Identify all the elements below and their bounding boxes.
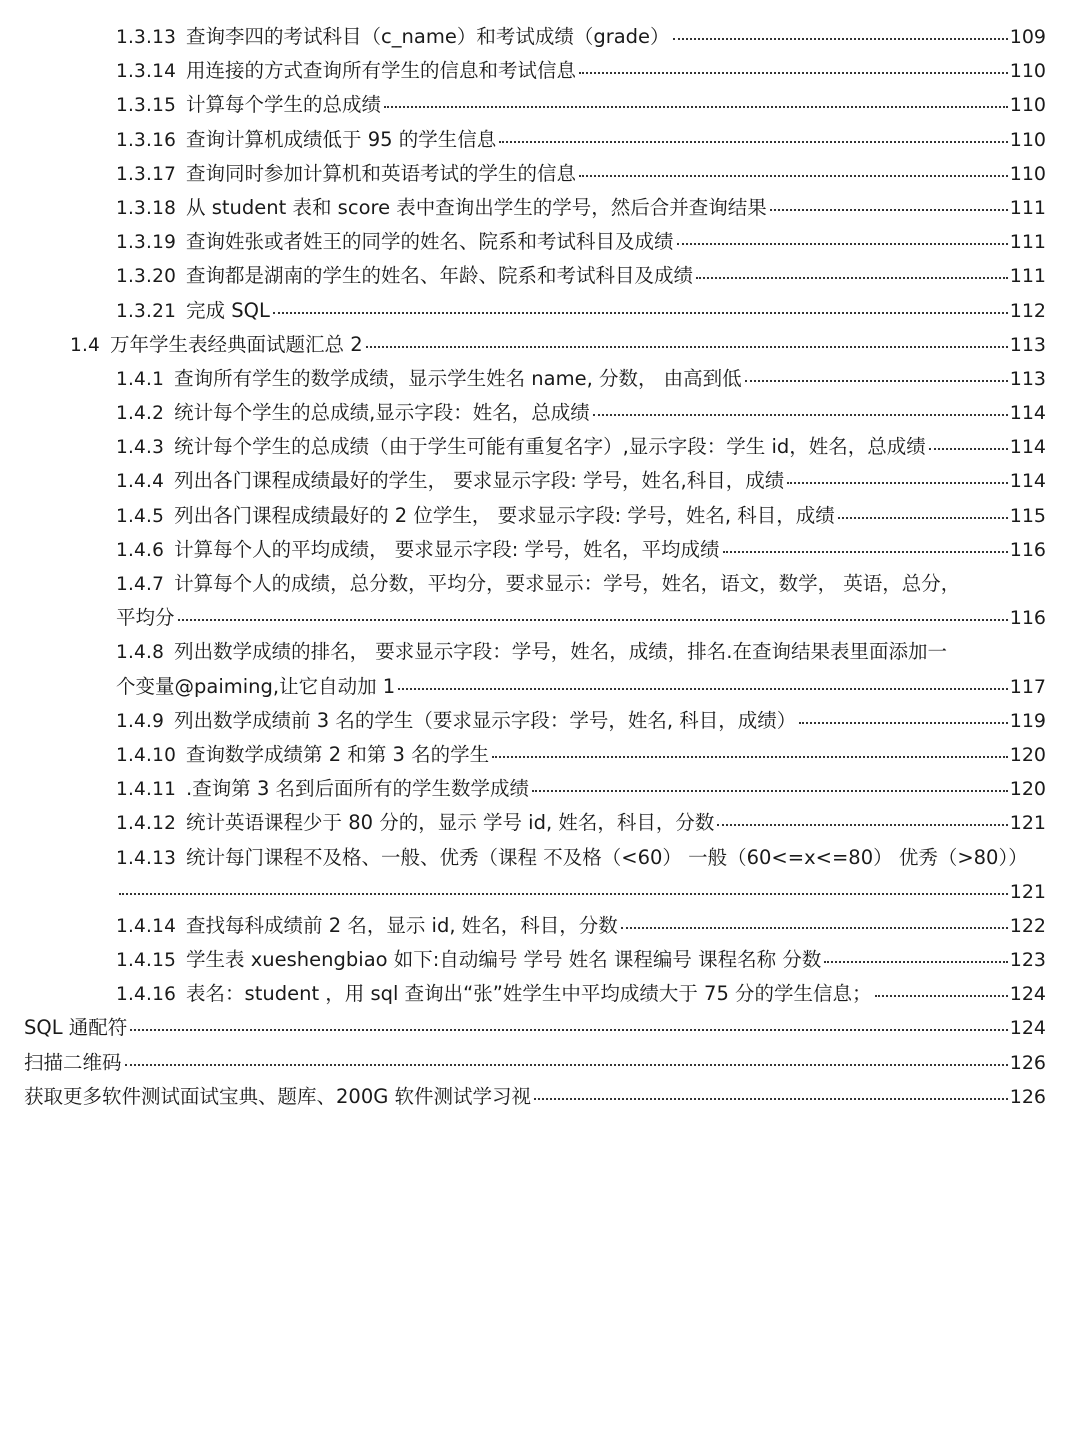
dot-leader [178, 619, 1008, 621]
toc-entry-number: 1.3.18 [116, 197, 177, 219]
dot-leader [398, 688, 1008, 690]
toc-entry-title: 查询姓张或者姓王的同学的姓名、院系和考试科目及成绩 [186, 230, 674, 254]
toc-entry-page-number: 122 [1009, 914, 1046, 937]
toc-entry-page-number: 113 [1009, 333, 1046, 356]
toc-entry-title: 查询所有学生的数学成绩，显示学生姓名 name, 分数， 由高到低 [174, 366, 742, 390]
dot-leader [838, 517, 1008, 519]
toc-entry-title: 计算每个学生的总成绩 [186, 93, 382, 117]
toc-entry-number: 1.4.5 [116, 505, 165, 527]
toc-entry[interactable] [0, 806, 1080, 840]
toc-entry[interactable] [0, 328, 1080, 362]
toc-entry-page-number: 123 [1009, 949, 1046, 972]
toc-entry[interactable] [0, 88, 1080, 122]
toc-entry-number: 1.4.2 [116, 403, 165, 425]
toc-entry-page-number: 126 [1009, 1085, 1046, 1108]
toc-entry[interactable] [0, 20, 1080, 54]
toc-entry-title: 计算每个人的成绩，总分数，平均分，要求显示：学号，姓名，语文，数学， 英语，总分， [174, 572, 961, 595]
toc-entry-page-number: 111 [1009, 196, 1046, 219]
toc-entry-page-number: 114 [1009, 436, 1046, 459]
toc-entry-page-number: 121 [1009, 812, 1046, 835]
dot-leader [723, 551, 1008, 553]
dot-leader [799, 722, 1007, 724]
toc-entry-page-number: 110 [1009, 128, 1046, 151]
dot-leader [696, 277, 1008, 279]
toc-entry-number: 1.3.13 [116, 27, 177, 48]
toc-entry-title: 统计英语课程少于 80 分的，显示 学号 id, 姓名，科目，分数 [186, 811, 715, 835]
toc-entry-page-number: 124 [1009, 983, 1046, 1006]
toc-entry-number: 1.4.15 [116, 950, 177, 972]
dot-leader [534, 1098, 1008, 1100]
dot-leader [366, 346, 1008, 348]
toc-entry[interactable] [0, 670, 1080, 704]
toc-entry-title: 查询数学成绩第 2 和第 3 名的学生 [186, 742, 490, 766]
toc-entry[interactable] [0, 54, 1080, 88]
toc-entry-number: 1.4.12 [116, 813, 177, 835]
dot-leader [119, 893, 1008, 895]
toc-entry-number: 1.4.16 [116, 984, 177, 1006]
dot-leader [384, 106, 1008, 108]
toc-entry-page-number: 119 [1009, 709, 1046, 732]
dot-leader [875, 995, 1008, 997]
toc-entry-page-number: 116 [1009, 538, 1046, 561]
dot-leader [929, 448, 1008, 450]
toc-entry-number: 1.4.3 [116, 437, 165, 459]
toc-entry[interactable] [0, 601, 1080, 635]
dot-leader [717, 824, 1007, 826]
toc-entry-title: 学生表 xueshengbiao 如下:自动编号 学号 姓名 课程编号 课程名称 分数 [186, 948, 822, 972]
toc-entry-page-number: 120 [1009, 778, 1046, 801]
dot-leader [770, 209, 1008, 211]
toc-entry[interactable] [0, 772, 1080, 806]
toc-entry-page-number: 114 [1009, 402, 1046, 425]
toc-entry-number: 1.3.14 [116, 61, 177, 83]
toc-entry-title: 个变量@paiming,让它自动加 1 [116, 674, 396, 698]
toc-entry-title: 扫描二维码 [24, 1050, 122, 1074]
toc-entry[interactable] [0, 499, 1080, 533]
toc-entry-title: SQL 通配符 [24, 1016, 128, 1040]
toc-entry[interactable] [0, 1080, 1080, 1114]
toc-entry[interactable] [0, 875, 1080, 909]
toc-entry-title: 查询计算机成绩低于 95 的学生信息 [186, 127, 497, 151]
toc-entry-number: 1.4.9 [116, 710, 165, 732]
toc-entry[interactable] [0, 977, 1080, 1011]
toc-entry-page-number: 110 [1009, 60, 1046, 83]
toc-entry-title: 查询同时参加计算机和英语考试的学生的信息 [186, 161, 577, 185]
toc-entry[interactable] [0, 464, 1080, 498]
toc-entry-title: 查询李四的考试科目（c_name）和考试成绩（grade） [186, 25, 670, 48]
toc-entry[interactable] [0, 567, 1080, 601]
dot-leader [593, 414, 1008, 416]
toc-entry[interactable] [0, 909, 1080, 943]
toc-entry-title: 计算每个人的平均成绩， 要求显示字段: 学号，姓名，平均成绩 [174, 537, 720, 561]
toc-entry-title: 查找每科成绩前 2 名，显示 id, 姓名，科目，分数 [186, 913, 618, 937]
toc-entry-page-number: 120 [1009, 743, 1046, 766]
toc-entry[interactable] [0, 533, 1080, 567]
toc-entry-page-number: 126 [1009, 1051, 1046, 1074]
toc-entry-title: .查询第 3 名到后面所有的学生数学成绩 [186, 777, 530, 801]
toc-entry-page-number: 114 [1009, 470, 1046, 493]
toc-entry[interactable] [0, 362, 1080, 396]
toc-entry-title: 用连接的方式查询所有学生的信息和考试信息 [186, 59, 577, 83]
dot-leader [579, 72, 1008, 74]
toc-entry[interactable] [0, 191, 1080, 225]
toc-entry-page-number: 111 [1009, 231, 1046, 254]
dot-leader [499, 141, 1007, 143]
toc-entry-page-number: 116 [1009, 607, 1046, 630]
toc-entry-page-number: 121 [1009, 880, 1046, 903]
toc-entry-page-number: 113 [1009, 367, 1046, 390]
toc-entry-title: 列出各门课程成绩最好的学生， 要求显示字段: 学号，姓名,科目，成绩 [174, 469, 785, 493]
toc-entry-title: 查询都是湖南的学生的姓名、年龄、院系和考试科目及成绩 [186, 264, 694, 288]
toc-entry-number: 1.4.1 [116, 368, 165, 390]
toc-entry-number: 1.3.19 [116, 232, 177, 254]
toc-entry[interactable] [0, 259, 1080, 293]
toc-entry-title: 列出各门课程成绩最好的 2 位学生， 要求显示字段: 学号，姓名, 科目，成绩 [174, 503, 835, 527]
dot-leader [673, 38, 1008, 40]
toc-entry-number: 1.4.13 [116, 847, 177, 869]
toc-entry[interactable] [0, 294, 1080, 328]
toc-entry-number: 1.4.8 [116, 642, 165, 664]
toc-entry-title: 统计每个学生的总成绩（由于学生可能有重复名字）,显示字段：学生 id，姓名，总成绩 [174, 435, 926, 459]
toc-entry-number: 1.3.15 [116, 95, 177, 117]
toc-entry[interactable] [0, 225, 1080, 259]
toc-entry[interactable] [0, 123, 1080, 157]
toc-entry-page-number: 111 [1009, 265, 1046, 288]
dot-leader [273, 312, 1008, 314]
toc-entry-number: 1.3.16 [116, 129, 177, 151]
toc-entry-number: 1.3.20 [116, 266, 177, 288]
toc-entry[interactable] [0, 635, 1080, 669]
toc-entry-number: 1.3.17 [116, 163, 177, 185]
toc-entry-number: 1.4.11 [116, 779, 177, 801]
dot-leader [125, 1064, 1008, 1066]
toc-entry-title: 统计每个学生的总成绩,显示字段：姓名，总成绩 [174, 401, 590, 425]
toc-entry-page-number: 115 [1009, 504, 1046, 527]
toc-entry-title: 表名：student ，用 sql 查询出“张”姓学生中平均成绩大于 75 分的学生信息； [186, 982, 872, 1006]
toc-entry-number: 1.4.7 [116, 574, 165, 595]
toc-entry-page-number: 109 [1009, 26, 1046, 48]
toc-entry-number: 1.3.21 [116, 300, 177, 322]
toc-entry-title: 完成 SQL [186, 298, 270, 322]
toc-entry-page-number: 124 [1009, 1017, 1046, 1040]
toc-entry-page-number: 110 [1009, 162, 1046, 185]
dot-leader [787, 482, 1007, 484]
dot-leader [745, 380, 1008, 382]
toc-entry-number: 1.4.14 [116, 915, 177, 937]
dot-leader [824, 961, 1007, 963]
toc-entry-title: 列出数学成绩前 3 名的学生（要求显示字段：学号，姓名, 科目，成绩） [174, 708, 797, 732]
toc-entry-number: 1.4.10 [116, 744, 177, 766]
toc-entry-page-number: 112 [1009, 299, 1046, 322]
toc-entry-number: 1.4.4 [116, 471, 165, 493]
toc-entry[interactable] [0, 1011, 1080, 1045]
toc-entry-title: 万年学生表经典面试题汇总 2 [110, 332, 363, 356]
toc-entry[interactable] [0, 1046, 1080, 1080]
dot-leader [532, 790, 1008, 792]
toc-entry-title: 统计每门课程不及格、一般、优秀（课程 不及格（<60） 一般（60<=x<=80） 优秀（>80）） [186, 845, 1028, 869]
toc-entry-page-number: 110 [1009, 94, 1046, 117]
toc-entry-number: 1.4 [70, 334, 101, 356]
dot-leader [621, 927, 1008, 929]
toc-entry-title: 从 student 表和 score 表中查询出学生的学号，然后合并查询结果 [186, 195, 767, 219]
toc-entry[interactable] [0, 704, 1080, 738]
dot-leader [130, 1029, 1007, 1031]
toc-entry[interactable] [0, 841, 1080, 875]
dot-leader [492, 756, 1008, 758]
toc-entry-title: 列出数学成绩的排名， 要求显示字段：学号，姓名，成绩，排名.在查询结果表里面添加一 [174, 640, 947, 664]
toc-entry[interactable] [0, 943, 1080, 977]
toc-entry-number: 1.4.6 [116, 539, 165, 561]
toc-entry[interactable] [0, 738, 1080, 772]
toc-entry-page-number: 117 [1009, 675, 1046, 698]
toc-entry-title: 获取更多软件测试面试宝典、题库、200G 软件测试学习视 [24, 1084, 532, 1108]
toc-entry[interactable] [0, 430, 1080, 464]
toc-entry[interactable] [0, 396, 1080, 430]
dot-leader [677, 243, 1008, 245]
toc-entry[interactable] [0, 157, 1080, 191]
toc-entry-title: 平均分 [116, 606, 175, 630]
dot-leader [579, 175, 1008, 177]
